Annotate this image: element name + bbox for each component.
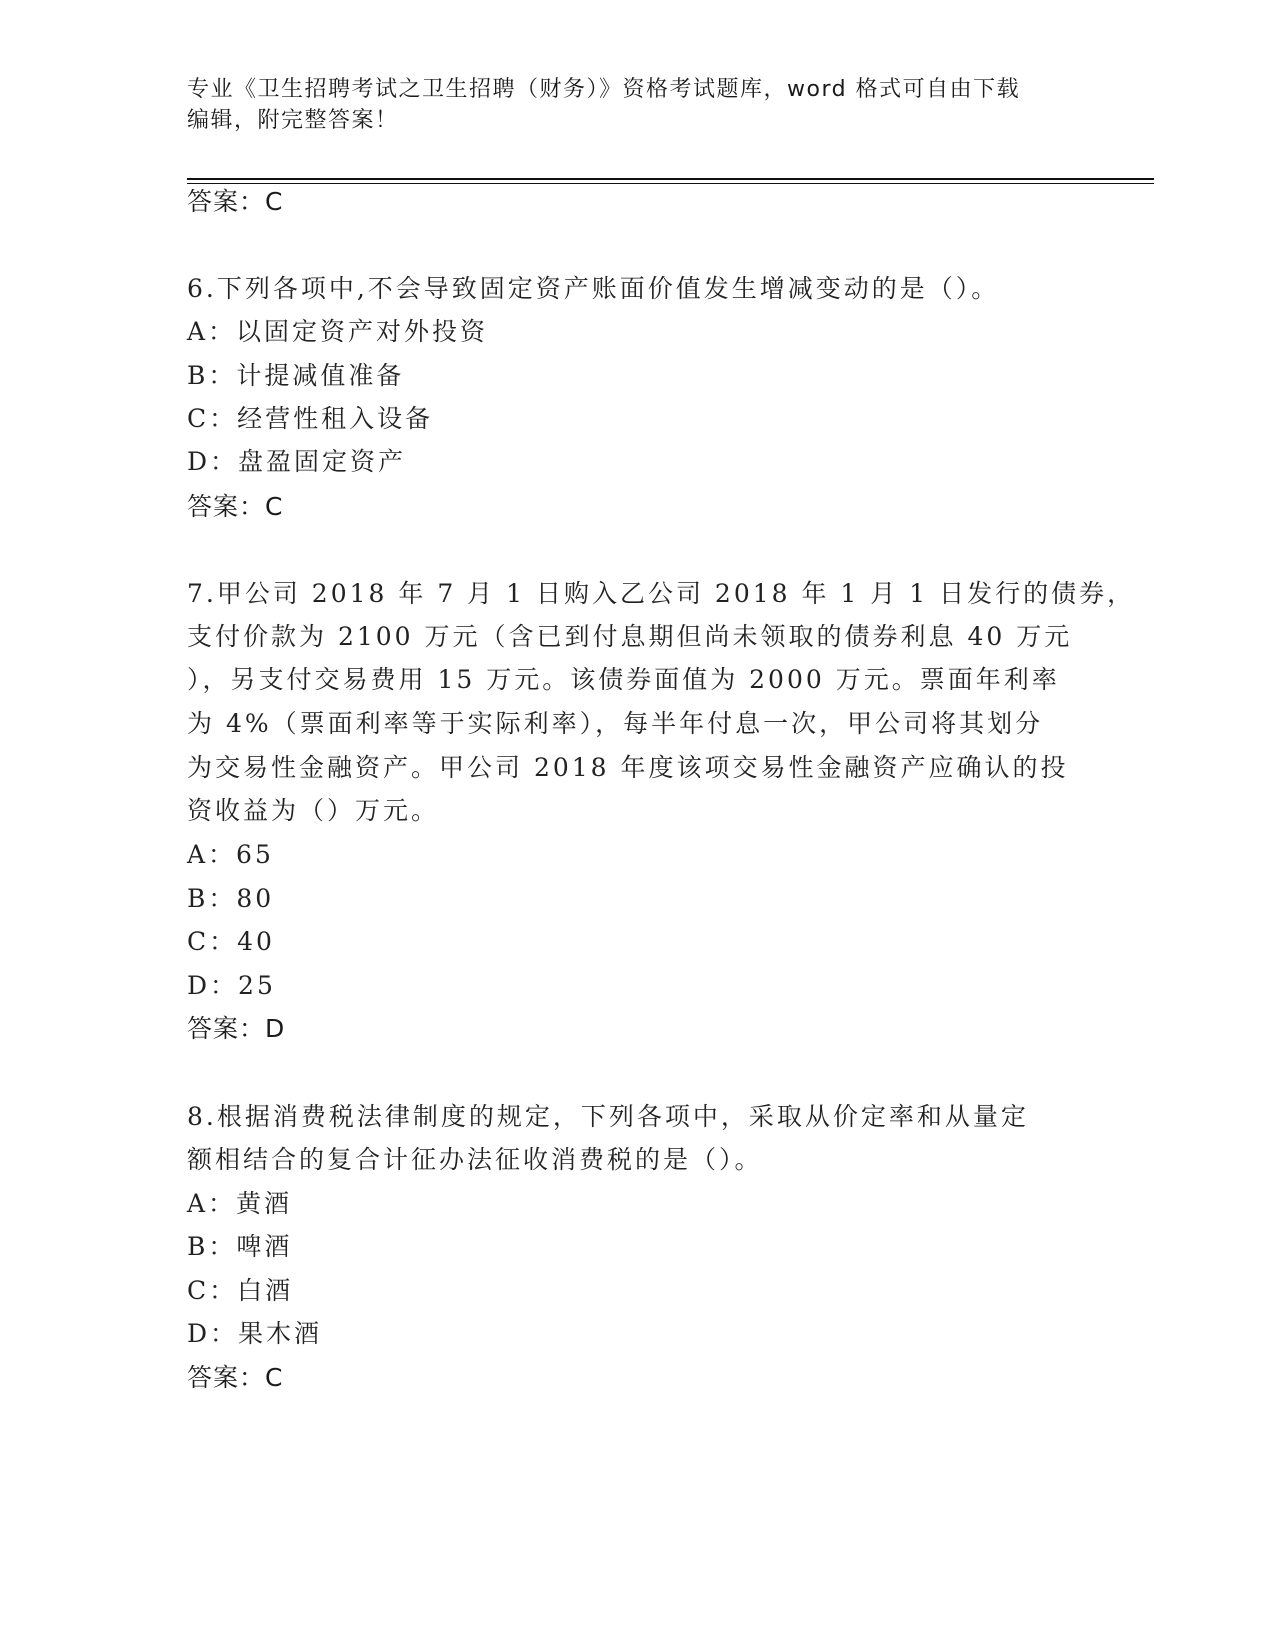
question-7-option-c: C：40	[187, 927, 275, 956]
question-7-option-b: B：80	[187, 884, 275, 913]
question-7-stem-line-4: 为 4%（票面利率等于实际利率），每半年付息一次，甲公司将其划分	[187, 709, 1044, 738]
question-8-option-d: D：果木酒	[187, 1319, 323, 1348]
answer-q6: 答案：C	[187, 492, 284, 521]
question-8-stem-line-2: 额相结合的复合计征办法征收消费税的是（）。	[187, 1145, 763, 1174]
question-8-option-c: C：白酒	[187, 1276, 294, 1305]
answer-q7: 答案：D	[187, 1014, 286, 1043]
question-6-option-b: B：计提减值准备	[187, 361, 405, 390]
question-7-stem-line-3: ），另支付交易费用 15 万元。该债券面值为 2000 万元。票面年利率	[187, 665, 1060, 694]
answer-q5: 答案：C	[187, 187, 284, 216]
question-7-option-a: A：65	[187, 840, 274, 869]
question-7-option-d: D：25	[187, 971, 276, 1000]
header-line-1: 专业《卫生招聘考试之卫生招聘（财务）》资格考试题库，word 格式可自由下载	[187, 77, 1021, 102]
question-7-stem-line-2: 支付价款为 2100 万元（含已到付息期但尚未领取的债券利息 40 万元	[187, 622, 1073, 651]
header-divider-thin	[187, 183, 1154, 184]
header-divider	[187, 178, 1154, 180]
question-6-option-c: C：经营性租入设备	[187, 404, 434, 433]
question-7-stem-line-6: 资收益为（）万元。	[187, 796, 440, 825]
answer-q8: 答案：C	[187, 1363, 284, 1392]
question-8-stem-line-1: 8.根据消费税法律制度的规定，下列各项中，采取从价定率和从量定	[187, 1102, 1029, 1131]
question-8-option-a: A：黄酒	[187, 1189, 293, 1218]
question-8-option-b: B：啤酒	[187, 1232, 293, 1261]
question-6-option-a: A：以固定资产对外投资	[187, 317, 489, 346]
question-6-stem: 6.下列各项中,不会导致固定资产账面价值发生增减变动的是（）。	[187, 274, 1000, 303]
header-line-2: 编辑，附完整答案！	[187, 108, 399, 133]
question-7-stem-line-5: 为交易性金融资产。甲公司 2018 年度该项交易性金融资产应确认的投	[187, 753, 1069, 782]
question-7-stem-line-1: 7.甲公司 2018 年 7 月 1 日购入乙公司 2018 年 1 月 1 日发行的债券，	[187, 579, 1136, 608]
question-6-option-d: D：盘盈固定资产	[187, 447, 407, 476]
document-header	[187, 74, 1087, 136]
